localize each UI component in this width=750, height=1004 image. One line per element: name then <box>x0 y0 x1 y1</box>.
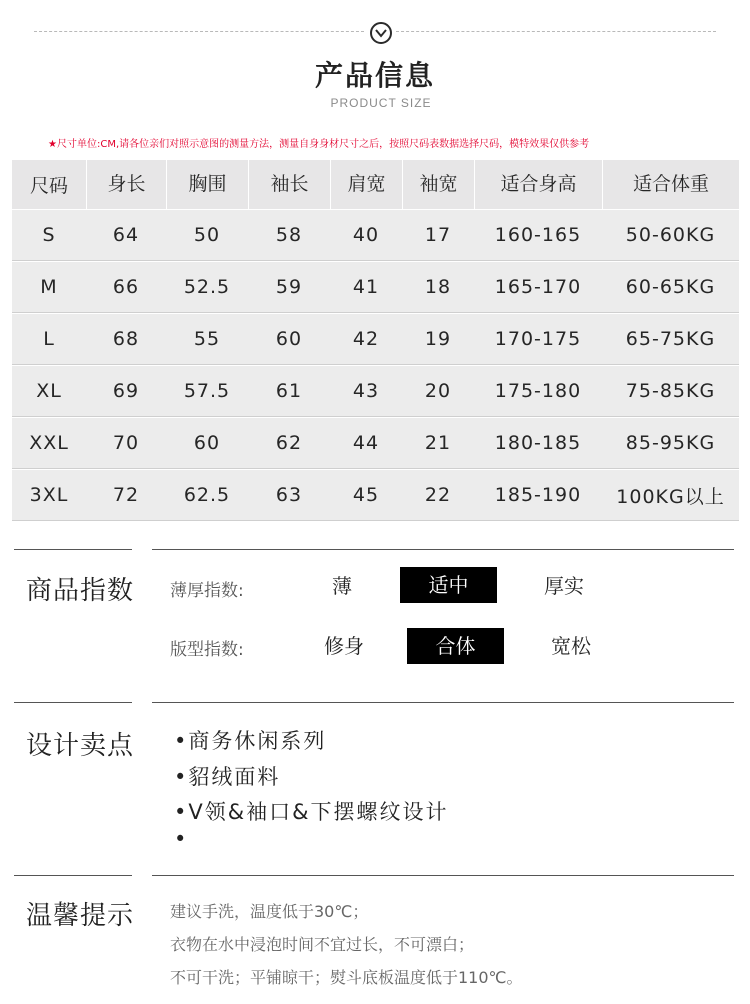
table-cell: 17 <box>424 224 452 246</box>
table-cell: 62 <box>275 432 303 454</box>
table-header-cell: 适合身高 <box>474 160 602 209</box>
thickness-index-label: 薄厚指数: <box>170 581 244 601</box>
table-header-cell: 尺码 <box>29 175 68 197</box>
thickness-option-medium: 适中 <box>400 567 497 603</box>
header-divider-left <box>34 31 364 32</box>
table-cell: 60 <box>193 432 221 454</box>
table-cell: 40 <box>352 224 380 246</box>
design-point: •貂绒面料 <box>174 765 281 789</box>
table-cell: 60 <box>275 328 303 350</box>
table-cell: 61 <box>275 380 303 402</box>
section-divider <box>152 549 734 550</box>
size-table <box>12 160 739 521</box>
table-cell: 58 <box>275 224 303 246</box>
section-divider <box>14 549 132 550</box>
table-cell: XXL <box>29 432 69 454</box>
table-row <box>12 365 739 417</box>
table-cell: 85-95KG <box>625 432 716 454</box>
table-cell: XL <box>36 380 62 402</box>
care-title: 温馨提示 <box>26 901 135 931</box>
table-cell: 18 <box>424 276 452 298</box>
fit-option-loose: 宽松 <box>551 634 591 658</box>
table-cell: 57.5 <box>183 380 231 402</box>
table-cell: 185-190 <box>494 484 582 506</box>
table-cell: 41 <box>352 276 380 298</box>
table-cell: 70 <box>112 432 140 454</box>
thickness-option-thin: 薄 <box>332 574 352 598</box>
table-cell: 22 <box>424 484 452 506</box>
table-cell: 180-185 <box>494 432 582 454</box>
table-cell: 160-165 <box>494 224 582 246</box>
table-header-cell: 适合体重 <box>602 160 739 209</box>
table-cell: 165-170 <box>494 276 582 298</box>
table-cell: 19 <box>424 328 452 350</box>
table-cell: 55 <box>193 328 221 350</box>
table-header-cell: 袖宽 <box>402 160 474 209</box>
size-notice: ★尺寸单位:CM,请各位亲们对照示意图的测量方法，测量自身身材尺寸之后，按照尺码表数据选择尺码，模特效果仅供参考 <box>48 139 590 150</box>
table-cell: 100KG以上 <box>616 485 725 508</box>
design-point: •V领&袖口&下摆螺纹设计 <box>174 800 449 824</box>
table-cell: 64 <box>112 224 140 246</box>
page-title: 产品信息 <box>314 59 435 92</box>
table-cell: 44 <box>352 432 380 454</box>
table-cell: 175-180 <box>494 380 582 402</box>
section-divider <box>14 875 132 876</box>
table-cell: 45 <box>352 484 380 506</box>
table-cell: 52.5 <box>183 276 231 298</box>
table-cell: 21 <box>424 432 452 454</box>
section-divider <box>152 702 734 703</box>
fit-option-slim: 修身 <box>324 634 364 658</box>
design-point: •商务休闲系列 <box>174 729 327 753</box>
table-cell: 3XL <box>29 484 69 506</box>
care-tip: 建议手洗，温度低于30℃； <box>170 902 369 921</box>
table-row <box>12 469 739 521</box>
table-header-cell: 身长 <box>86 160 166 209</box>
table-body <box>12 209 739 521</box>
design-point: • <box>174 827 189 851</box>
design-title: 设计卖点 <box>26 731 135 761</box>
table-header-row <box>12 160 739 209</box>
table-header-cell: 袖长 <box>248 160 330 209</box>
section-divider <box>14 702 132 703</box>
table-row <box>12 417 739 469</box>
fit-index-label: 版型指数: <box>170 640 244 660</box>
table-cell: 66 <box>112 276 140 298</box>
chevron-down-icon <box>370 22 392 44</box>
table-cell: S <box>42 224 56 246</box>
table-cell: 43 <box>352 380 380 402</box>
section-divider <box>152 875 734 876</box>
table-cell: 50 <box>193 224 221 246</box>
page-subtitle: PRODUCT SIZE <box>330 96 432 110</box>
table-cell: 68 <box>112 328 140 350</box>
table-cell: 75-85KG <box>625 380 716 402</box>
table-cell: 63 <box>275 484 303 506</box>
header-divider-right <box>396 31 716 32</box>
table-cell: M <box>40 276 58 298</box>
fit-option-regular: 合体 <box>407 628 504 664</box>
table-cell: 69 <box>112 380 140 402</box>
table-row <box>12 313 739 365</box>
table-cell: 50-60KG <box>625 224 716 246</box>
table-cell: 59 <box>275 276 303 298</box>
table-cell: L <box>43 328 55 350</box>
table-cell: 170-175 <box>494 328 582 350</box>
table-cell: 65-75KG <box>625 328 716 350</box>
table-cell: 60-65KG <box>625 276 716 298</box>
table-cell: 72 <box>112 484 140 506</box>
table-cell: 62.5 <box>183 484 231 506</box>
product-index-title: 商品指数 <box>26 576 135 606</box>
care-tip: 衣物在水中浸泡时间不宜过长，不可漂白； <box>170 935 475 954</box>
table-header-cell: 胸围 <box>166 160 248 209</box>
thickness-option-thick: 厚实 <box>544 574 584 598</box>
care-tip: 不可干洗；平铺晾干；熨斗底板温度低于110℃。 <box>170 968 523 987</box>
table-cell: 20 <box>424 380 452 402</box>
table-cell: 42 <box>352 328 380 350</box>
table-row <box>12 209 739 261</box>
table-header-cell: 肩宽 <box>330 160 402 209</box>
table-row <box>12 261 739 313</box>
